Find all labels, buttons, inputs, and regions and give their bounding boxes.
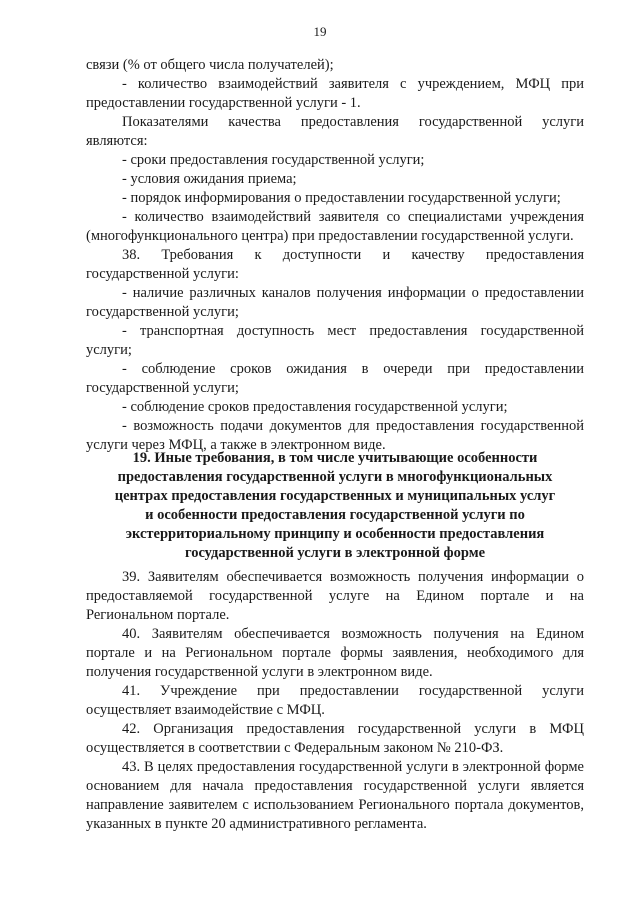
section-heading [86, 449, 584, 563]
paragraph: 42. Организация предоставления государственной услуги в МФЦ осуществляется в соответствии с Федеральным законом № 210-ФЗ. [86, 721, 584, 756]
paragraph: связи (% от общего числа получателей); [86, 57, 334, 73]
paragraph: - условия ожидания приема; [122, 171, 297, 187]
paragraph: - соблюдение сроков предоставления государственной услуги; [122, 399, 508, 415]
paragraph: 39. Заявителям обеспечивается возможность получения информации о предоставляемой государственной услуге на Едином портале и на Региональном портале. [86, 569, 584, 623]
paragraph: - транспортная доступность мест предоставления государственной услуги; [86, 323, 584, 358]
paragraph: - порядок информирования о предоставлении государственной услуги; [122, 190, 561, 206]
paragraph: - соблюдение сроков ожидания в очереди при предоставлении государственной услуги; [86, 361, 584, 396]
paragraph: - сроки предоставления государственной услуги; [122, 152, 425, 168]
page-number: 19 [313, 24, 327, 39]
heading-line: экстерриториальному принципу и особенности предоставления [125, 526, 545, 542]
paragraph: 43. В целях предоставления государственной услуги в электронной форме основанием для начала предоставления государственной услуги является направление заявителем с использованием Регионального портала документов, указанных в пункте 20 административного регламента. [86, 759, 584, 832]
heading-line: 19. Иные требования, в том числе учитывающие особенности [132, 450, 538, 466]
paragraph: 38. Требования к доступности и качеству предоставления государственной услуги: [86, 247, 584, 282]
paragraph: - наличие различных каналов получения информации о предоставлении государственной услуги; [86, 285, 584, 320]
heading-line: и особенности предоставления государственной услуги по [145, 507, 525, 523]
heading-line: государственной услуги в электронной форме [184, 545, 486, 561]
heading-line: предоставления государственной услуги в многофункциональных [117, 469, 553, 485]
paragraph: - возможность подачи документов для предоставления государственной услуги через МФЦ, а также в электронном виде. [86, 418, 584, 453]
heading-line: центрах предоставления государственных и муниципальных услуг [114, 488, 556, 504]
paragraph: 41. Учреждение при предоставлении государственной услуги осуществляет взаимодействие с МФЦ. [86, 683, 584, 718]
paragraph: 40. Заявителям обеспечивается возможность получения на Едином портале и на Региональном портале формы заявления, необходимого для получения государственной услуги в электронном виде. [86, 626, 584, 680]
paragraph: - количество взаимодействий заявителя со специалистами учреждения (многофункционального центра) при предоставлении государственной услуги. [86, 209, 584, 244]
bottom-text-block [86, 568, 584, 834]
top-text-block [86, 56, 584, 455]
paragraph: - количество взаимодействий заявителя с учреждением, МФЦ при предоставлении государственной услуги - 1. [86, 76, 584, 111]
paragraph: Показателями качества предоставления государственной услуги являются: [86, 114, 584, 149]
